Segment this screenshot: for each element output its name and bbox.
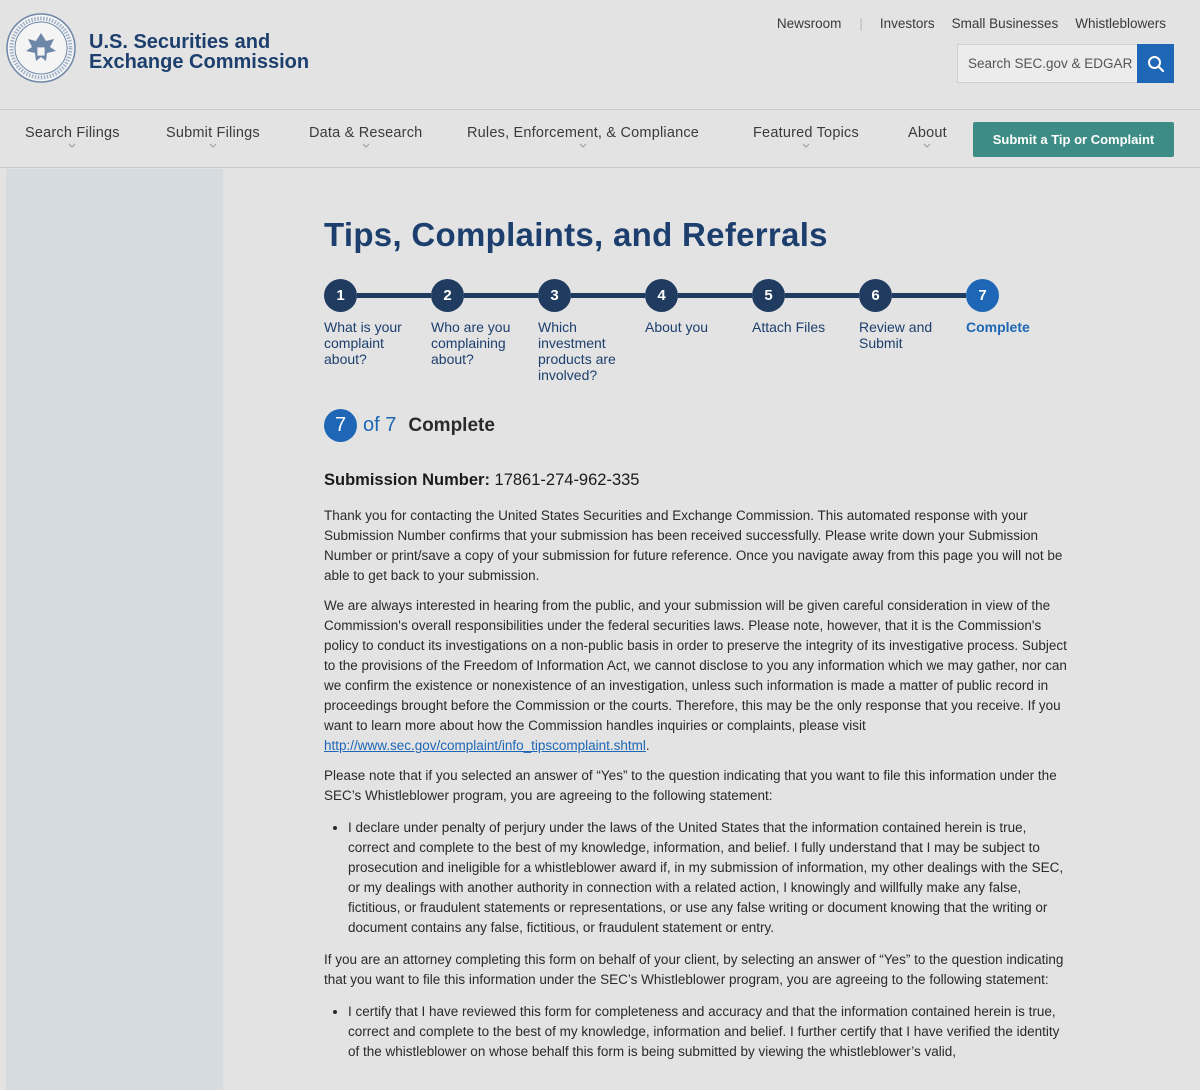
step-label: Complete — [966, 319, 1030, 335]
current-step-heading — [324, 409, 495, 442]
progress-stepper — [324, 279, 1064, 389]
utility-link-investors[interactable]: Investors — [879, 16, 935, 31]
nav-item-label: Submit Filings — [166, 125, 260, 141]
step-4 — [645, 279, 745, 335]
step-1 — [324, 279, 424, 367]
current-step-number: 7 — [324, 409, 357, 442]
chevron-down-icon — [209, 143, 217, 149]
step-total: of 7 — [363, 414, 397, 436]
paragraph: Please note that if you selected an answer of “Yes” to the question indicating that you want to file this information under the SEC’s Whistleblower program, you are agreeing to the following statement: — [324, 768, 1057, 803]
nav-item-label: About — [908, 125, 947, 141]
main-nav — [0, 111, 1200, 168]
step-number: 6 — [859, 279, 892, 312]
sec-seal-icon[interactable] — [6, 13, 76, 83]
paragraph: Thank you for contacting the United States Securities and Exchange Commission. This automated response with your Submission Number confirms that your submission has been received successfully. Please write down your Submission Number or print/save a copy of your submission for future reference. Once you navigate away from this page you will not be able to get back to your submission. — [324, 508, 1063, 583]
utility-link-newsroom[interactable]: Newsroom — [776, 16, 842, 31]
step-number: 7 — [966, 279, 999, 312]
nav-item-label: Rules, Enforcement, & Compliance — [467, 125, 700, 141]
nav-item-search-filings[interactable] — [25, 125, 120, 149]
step-2 — [431, 279, 531, 367]
list-item: • I certify that I have reviewed this form for completeness and accuracy and that the information contained herein is true, correct and complete to the best of my knowledge, information and belief. I further certify that I have verified the identity of the whistleblower on whose behalf this form is being submitted by viewing the whistleblower’s valid, — [348, 1002, 1070, 1062]
submit-tip-button[interactable]: Submit a Tip or Complaint — [973, 122, 1174, 157]
current-step-name: Complete — [408, 414, 495, 436]
paragraph-text: We are always interested in hearing from the public, and your submission will be given careful consideration in view of the Commission's overall responsibilities under the federal securities laws. Please note, however, that it is the Commission's policy to conduct its investigations on a non-public basis in order to preserve the integrity of its investigative process. Subject to the provisions of the Freedom of Information Act, we cannot disclose to you any information which we may gather, nor can we confirm the existence or nonexistence of an investigation, unless such information is made a matter of public record in proceedings brought before the Commission or the courts. Therefore, this may be the only response that you receive. If you want to learn more about how the Commission handles inquiries or complaints, please visit — [324, 598, 1067, 733]
search-icon — [1147, 55, 1165, 73]
step-6 — [859, 279, 959, 351]
chevron-down-icon — [802, 143, 810, 149]
site-header — [0, 0, 1200, 110]
step-label: Who are you complaining about? — [431, 319, 511, 367]
step-number: 4 — [645, 279, 678, 312]
tips-complaint-link[interactable]: http://www.sec.gov/complaint/info_tipscomplaint.shtml — [324, 738, 646, 753]
statement-list — [348, 818, 1070, 938]
submission-label: Submission Number: — [324, 471, 490, 489]
step-label: What is your complaint about? — [324, 319, 402, 367]
confirmation-text — [324, 506, 1070, 1074]
nav-item-label: Search Filings — [25, 125, 120, 141]
nav-item-label: Featured Topics — [753, 125, 859, 141]
step-label: Review and Submit — [859, 319, 933, 351]
step-number: 3 — [538, 279, 571, 312]
step-label: Which investment products are involved? — [538, 319, 616, 383]
utility-nav — [777, 16, 1166, 31]
paragraph — [324, 596, 1070, 756]
page-title: Tips, Complaints, and Referrals — [324, 216, 828, 253]
chevron-down-icon — [68, 143, 76, 149]
step-label: Attach Files — [752, 319, 826, 335]
step-5 — [752, 279, 852, 335]
step-number: 2 — [431, 279, 464, 312]
left-sidebar — [6, 169, 223, 1090]
brand-line-1: U.S. Securities and — [89, 31, 271, 53]
nav-item-data-research[interactable] — [309, 125, 422, 149]
search-input[interactable] — [957, 44, 1137, 83]
utility-divider: | — [859, 16, 863, 31]
nav-item-about[interactable] — [908, 125, 947, 149]
submission-value: 17861-274-962-335 — [494, 471, 640, 489]
step-number: 5 — [752, 279, 785, 312]
nav-item-featured-topics[interactable] — [753, 125, 859, 149]
main-content — [223, 169, 1177, 1090]
brand-wordmark[interactable] — [89, 32, 309, 72]
utility-link-small-businesses[interactable]: Small Businesses — [951, 16, 1059, 31]
step-number: 1 — [324, 279, 357, 312]
search-button[interactable] — [1137, 44, 1174, 83]
list-item: • I declare under penalty of perjury under the laws of the United States that the information contained herein is true, correct and complete to the best of my knowledge, information, and belief. I fully understand that I may be subject to prosecution and ineligible for a whistleblower award if, in my submission of information, my other dealings with the SEC, or my dealings with another authority in connection with a related action, I knowingly and willfully make any false, fictitious, or fraudulent statements or representations, or use any false writing or document knowing that the writing or document contains any false, fictitious, or fraudulent statement or entry. — [348, 818, 1070, 938]
chevron-down-icon — [579, 143, 587, 149]
step-label: About you — [645, 319, 709, 335]
nav-item-rules-enforcement[interactable] — [467, 125, 699, 149]
site-search — [957, 44, 1174, 83]
paragraph-text: . — [645, 738, 650, 753]
nav-item-submit-filings[interactable] — [166, 125, 260, 149]
step-7-current — [966, 279, 1066, 335]
paragraph: If you are an attorney completing this form on behalf of your client, by selecting an answer of “Yes” to the question indicating that you want to file this information under the SEC’s Whistleblower program, you are agreeing to the following statement: — [324, 952, 1064, 987]
chevron-down-icon — [923, 143, 931, 149]
step-3 — [538, 279, 638, 383]
submission-number — [324, 471, 640, 490]
right-margin — [1177, 169, 1200, 1090]
nav-item-label: Data & Research — [309, 125, 423, 141]
utility-link-whistleblowers[interactable]: Whistleblowers — [1075, 16, 1166, 31]
chevron-down-icon — [362, 143, 370, 149]
statement-list — [348, 1002, 1070, 1062]
brand-line-2: Exchange Commission — [89, 51, 310, 73]
